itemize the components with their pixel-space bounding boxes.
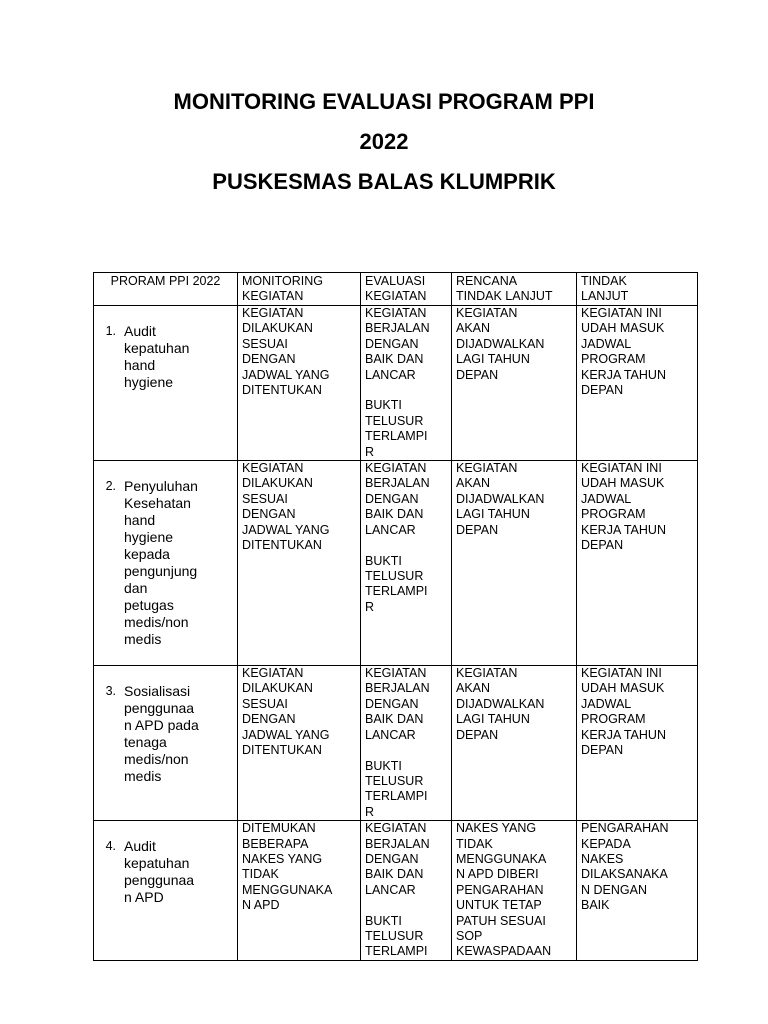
tindak-cell: PENGARAHAN KEPADA NAKES DILAKSANAKA N DENGAN BAIK [577, 821, 698, 961]
program-cell [94, 306, 238, 461]
evaluasi-cell: KEGIATAN BERJALAN DENGAN BAIK DAN LANCAR BUKTI TELUSUR TERLAMPI R [361, 666, 452, 821]
program-cell [94, 666, 238, 821]
program-cell [94, 461, 238, 666]
row-number: 1. [105, 324, 116, 338]
table-row [94, 821, 698, 961]
header-rencana: RENCANA TINDAK LANJUT [452, 273, 577, 306]
rencana-cell: KEGIATAN AKAN DIJADWALKAN LAGI TAHUN DEPAN [452, 306, 577, 461]
rencana-cell: KEGIATAN AKAN DIJADWALKAN LAGI TAHUN DEPAN [452, 461, 577, 666]
document-subtitle: PUSKESMAS BALAS KLUMPRIK [212, 169, 556, 194]
rencana-cell: NAKES YANG TIDAK MENGGUNAKA N APD DIBERI PENGARAHAN UNTUK TETAP PATUH SESUAI SOP KEWASPADAAN [452, 821, 577, 961]
evaluasi-cell: KEGIATAN BERJALAN DENGAN BAIK DAN LANCAR BUKTI TELUSUR TERLAMPI [361, 821, 452, 961]
tindak-cell: KEGIATAN INI UDAH MASUK JADWAL PROGRAM KERJA TAHUN DEPAN [577, 666, 698, 821]
row-number: 4. [105, 839, 116, 854]
monitoring-table [93, 272, 698, 961]
evaluasi-cell: KEGIATAN BERJALAN DENGAN BAIK DAN LANCAR BUKTI TELUSUR TERLAMPI R [361, 306, 452, 461]
monitoring-cell: DITEMUKAN BEBERAPA NAKES YANG TIDAK MENGGUNAKA N APD [238, 821, 361, 961]
program-name: Sosialisasi penggunaa n APD pada tenaga medis/non medis [124, 683, 199, 785]
row-number: 3. [105, 684, 116, 699]
monitoring-cell: KEGIATAN DILAKUKAN SESUAI DENGAN JADWAL YANG DITENTUKAN [238, 461, 361, 666]
table-row [94, 666, 698, 821]
tindak-cell: KEGIATAN INI UDAH MASUK JADWAL PROGRAM KERJA TAHUN DEPAN [577, 306, 698, 461]
program-name: Penyuluhan Kesehatan hand hygiene kepada pengunjung dan petugas medis/non medis [124, 478, 198, 648]
table-header-row [94, 273, 698, 306]
row-number: 2. [105, 479, 116, 494]
table-row [94, 461, 698, 666]
header-evaluasi: EVALUASI KEGIATAN [361, 273, 452, 306]
rencana-cell: KEGIATAN AKAN DIJADWALKAN LAGI TAHUN DEPAN [452, 666, 577, 821]
document-title: MONITORING EVALUASI PROGRAM PPI [173, 89, 595, 114]
program-name: Audit kepatuhan hand hygiene [124, 323, 190, 390]
header-program: PRORAM PPI 2022 [94, 273, 238, 306]
monitoring-cell: KEGIATAN DILAKUKAN SESUAI DENGAN JADWAL YANG DITENTUKAN [238, 306, 361, 461]
document-year: 2022 [359, 129, 409, 154]
program-name: Audit kepatuhan penggunaa n APD [124, 838, 195, 906]
evaluasi-cell: KEGIATAN BERJALAN DENGAN BAIK DAN LANCAR BUKTI TELUSUR TERLAMPI R [361, 461, 452, 666]
program-cell [94, 821, 238, 961]
tindak-cell: KEGIATAN INI UDAH MASUK JADWAL PROGRAM KERJA TAHUN DEPAN [577, 461, 698, 666]
header-tindak: TINDAK LANJUT [577, 273, 698, 306]
header-monitoring: MONITORING KEGIATAN [238, 273, 361, 306]
monitoring-cell: KEGIATAN DILAKUKAN SESUAI DENGAN JADWAL YANG DITENTUKAN [238, 666, 361, 821]
table-row [94, 306, 698, 461]
